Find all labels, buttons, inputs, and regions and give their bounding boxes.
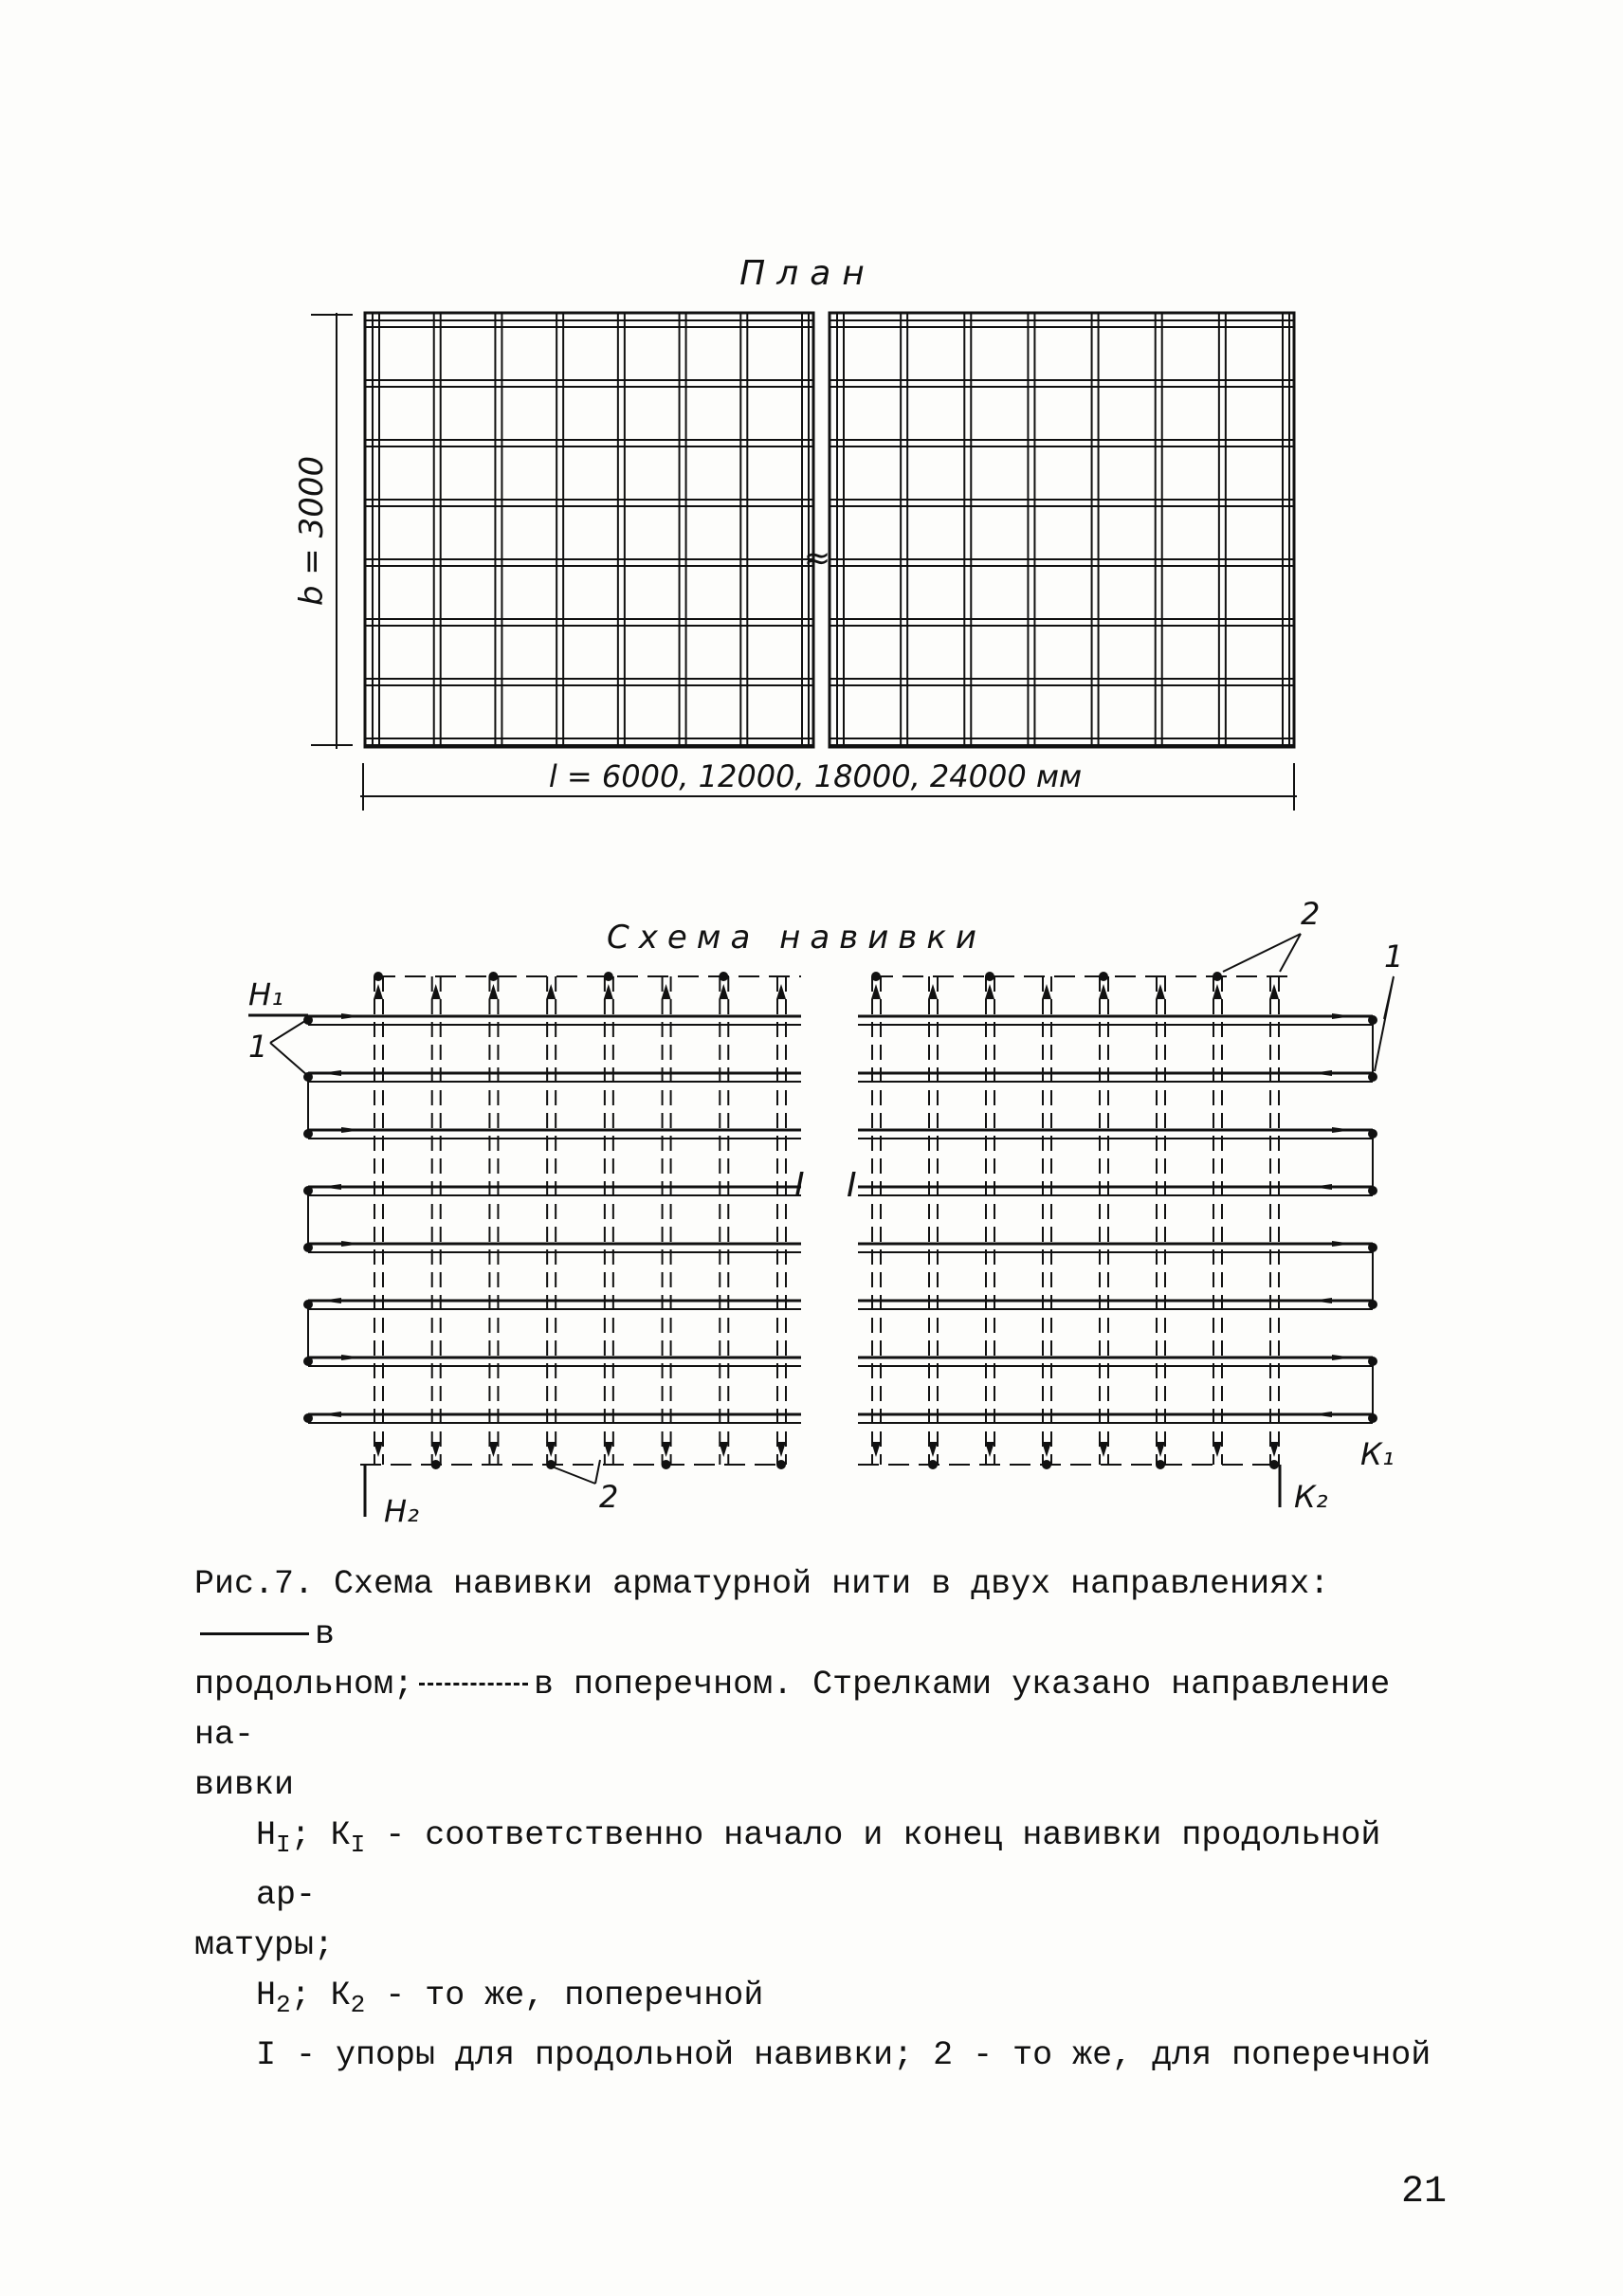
transverse-stop — [604, 972, 613, 981]
transverse-stop — [1099, 972, 1108, 981]
transverse-stop — [1042, 1460, 1051, 1469]
page-number: 21 — [1401, 2171, 1448, 2214]
longitudinal-stop — [303, 1129, 313, 1139]
scheme-lines — [308, 976, 1373, 1465]
longitudinal-stop — [303, 1300, 313, 1309]
longitudinal-stop — [1368, 1300, 1377, 1309]
break-mark-right: I — [847, 1166, 857, 1205]
longitudinal-arrow — [320, 1184, 341, 1190]
longitudinal-arrow — [341, 1355, 362, 1360]
callout-1-right-leader — [1375, 976, 1394, 1071]
label-end-transverse: К₂ — [1294, 1479, 1328, 1515]
longitudinal-stop — [303, 1413, 313, 1423]
longitudinal-stop — [1368, 1357, 1377, 1366]
scheme-marks — [303, 972, 1377, 1469]
caption-line-7: I - упоры для продольной навивки; 2 - то же, для поперечной — [256, 2036, 1432, 2074]
longitudinal-stop — [1368, 1015, 1377, 1025]
width-label: b = 3000 — [293, 455, 331, 607]
dashed-line-legend — [419, 1683, 528, 1686]
longitudinal-arrow — [341, 1127, 362, 1133]
transverse-stop — [985, 972, 994, 981]
longitudinal-stop — [1368, 1072, 1377, 1082]
plan-break-mark: ≈ — [803, 539, 831, 577]
longitudinal-stop — [1368, 1413, 1377, 1423]
label-end-longitudinal: К₁ — [1360, 1436, 1395, 1472]
longitudinal-arrow — [320, 1298, 341, 1303]
transverse-stop — [1213, 972, 1222, 981]
plan-panel-outline — [830, 313, 1294, 747]
longitudinal-stop — [1368, 1129, 1377, 1139]
transverse-stop — [488, 972, 498, 981]
break-mark-left: I — [794, 1166, 805, 1205]
longitudinal-arrow — [1332, 1127, 1353, 1133]
longitudinal-stop — [1368, 1243, 1377, 1252]
plan-title: План — [739, 254, 876, 293]
winding-scheme — [248, 896, 1403, 1529]
longitudinal-stop — [303, 1357, 313, 1366]
longitudinal-stop — [303, 1186, 313, 1195]
length-label: l = 6000, 12000, 18000, 24000 мм — [548, 758, 1083, 794]
transverse-stop — [1156, 1460, 1165, 1469]
caption-line-1: Рис.7. Схема навивки арматурной нити в двух направлениях:в — [194, 1565, 1330, 1653]
transverse-stop — [928, 1460, 938, 1469]
callout-1-left: 1 — [248, 1029, 268, 1065]
callout-1-left-leader — [270, 1019, 308, 1076]
longitudinal-arrow — [341, 1013, 362, 1019]
longitudinal-arrow — [1332, 1355, 1353, 1360]
longitudinal-stop — [303, 1243, 313, 1252]
caption-line-4: $Н_I$; $К_I$ - соответственно начало и конец навивки продольной ар- — [256, 1816, 1381, 1914]
transverse-stop — [1269, 1460, 1279, 1469]
transverse-stop — [871, 972, 881, 981]
caption-line-2: продольном; в поперечном. Стрелками указано направление на- — [194, 1666, 1391, 1754]
label-start-transverse: Н₂ — [384, 1493, 419, 1529]
plan-panel-outline — [365, 313, 813, 747]
longitudinal-arrow — [1311, 1298, 1332, 1303]
callout-2-top-leader — [1223, 934, 1301, 972]
solid-line-legend — [200, 1632, 309, 1635]
caption-line-5: матуры; — [194, 1926, 335, 1964]
longitudinal-stop — [1368, 1186, 1377, 1195]
longitudinal-arrow — [341, 1241, 362, 1247]
transverse-stop — [662, 1460, 671, 1469]
scheme-title: Схема навивки — [607, 919, 986, 957]
label-start-longitudinal: Н₁ — [248, 976, 283, 1012]
transverse-stop — [776, 1460, 786, 1469]
longitudinal-arrow — [1332, 1013, 1353, 1019]
plan-view — [293, 254, 1297, 811]
transverse-stop — [431, 1460, 441, 1469]
transverse-stop — [374, 972, 383, 981]
transverse-stop — [719, 972, 728, 981]
longitudinal-arrow — [1311, 1184, 1332, 1190]
callout-1-right: 1 — [1384, 938, 1404, 975]
callout-2-bottom: 2 — [599, 1479, 619, 1515]
longitudinal-arrow — [1311, 1412, 1332, 1417]
longitudinal-arrow — [1332, 1241, 1353, 1247]
caption-line-6: $Н_2$; $К_2$ - то же, поперечной — [256, 1977, 764, 2019]
caption-line-3: вивки — [194, 1766, 295, 1804]
plan-reinforcement-grid — [365, 313, 1294, 747]
figure-caption — [194, 1559, 1446, 2081]
longitudinal-arrow — [1311, 1070, 1332, 1076]
longitudinal-arrow — [320, 1070, 341, 1076]
longitudinal-arrow — [320, 1412, 341, 1417]
callout-2-top: 2 — [1301, 896, 1321, 932]
